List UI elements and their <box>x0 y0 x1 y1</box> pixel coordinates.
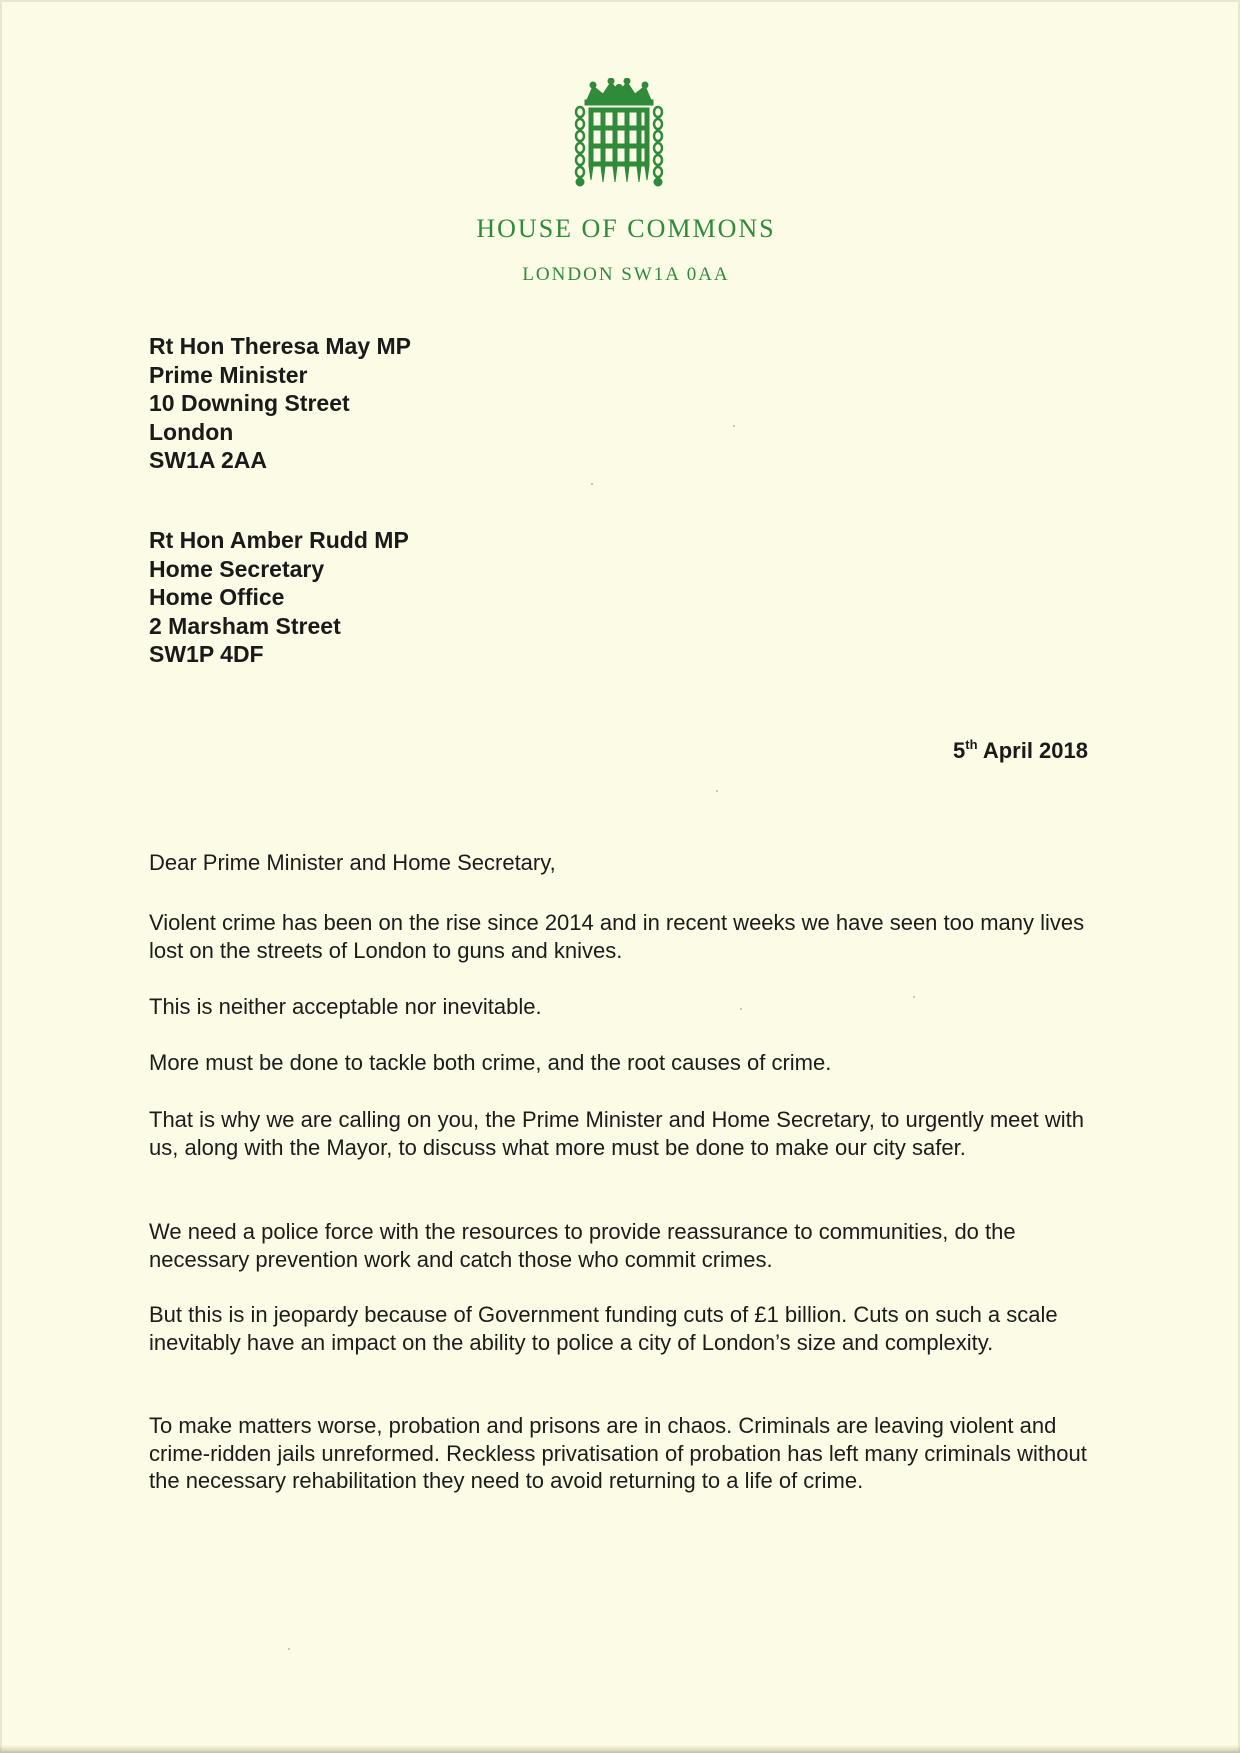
salutation: Dear Prime Minister and Home Secretary, <box>149 850 556 875</box>
paper-speck <box>716 790 718 792</box>
body-paragraph: Violent crime has been on the rise since 2014 and in recent weeks we have seen too many lives lost on the streets of London to guns and knives. <box>149 910 1085 963</box>
portcullis-crest-icon <box>573 78 665 188</box>
body-paragraph: But this is in jeopardy because of Government funding cuts of £1 billion. Cuts on such a scale inevitably have an impact on the ability to police a city of London’s size and complexity. <box>149 1302 1058 1355</box>
letter-date <box>953 737 1088 764</box>
body-paragraph: More must be done to tackle both crime, and the root causes of crime. <box>149 1050 832 1075</box>
date-day: 5 <box>953 738 966 763</box>
letterhead-title: HOUSE OF COMMONS <box>476 214 776 243</box>
date-rest: April 2018 <box>977 738 1088 763</box>
recipient-title: Prime Minister <box>149 361 308 388</box>
paper-speck <box>733 425 735 427</box>
paper-speck <box>740 1008 742 1010</box>
paper-speck <box>591 483 593 485</box>
recipient-title: Home Secretary <box>149 555 325 582</box>
recipient-address-2 <box>149 526 409 669</box>
recipient-street: 10 Downing Street <box>149 390 350 416</box>
body-paragraph: That is why we are calling on you, the Prime Minister and Home Secretary, to urgently meet with us, along with the Mayor, to discuss what more must be done to make our city safer. <box>149 1107 1084 1160</box>
page-edge-shadow <box>0 1745 1240 1753</box>
paper-speck <box>288 1648 290 1650</box>
recipient-city: London <box>149 418 234 445</box>
letterhead-address: LONDON SW1A 0AA <box>522 264 730 285</box>
recipient-name: Rt Hon Theresa May MP <box>149 333 411 359</box>
body-paragraph: This is neither acceptable nor inevitable. <box>149 994 542 1019</box>
recipient-postcode: SW1A 2AA <box>149 447 267 473</box>
recipient-postcode: SW1P 4DF <box>149 641 264 667</box>
recipient-street: 2 Marsham Street <box>149 612 341 639</box>
recipient-department: Home Office <box>149 584 285 610</box>
body-paragraph: To make matters worse, probation and prisons are in chaos. Criminals are leaving violent and crime-ridden jails unreformed. Reckless privatisation of probation has left many criminals without the necessary rehabilitation they need to avoid returning to a life of crime. <box>149 1413 1087 1493</box>
recipient-address-1 <box>149 332 411 475</box>
paper-speck <box>913 996 915 998</box>
date-suffix: th <box>965 737 978 752</box>
recipient-name: Rt Hon Amber Rudd MP <box>149 527 409 553</box>
body-paragraph: We need a police force with the resources to provide reassurance to communities, do the necessary prevention work and catch those who commit crimes. <box>149 1219 1016 1272</box>
